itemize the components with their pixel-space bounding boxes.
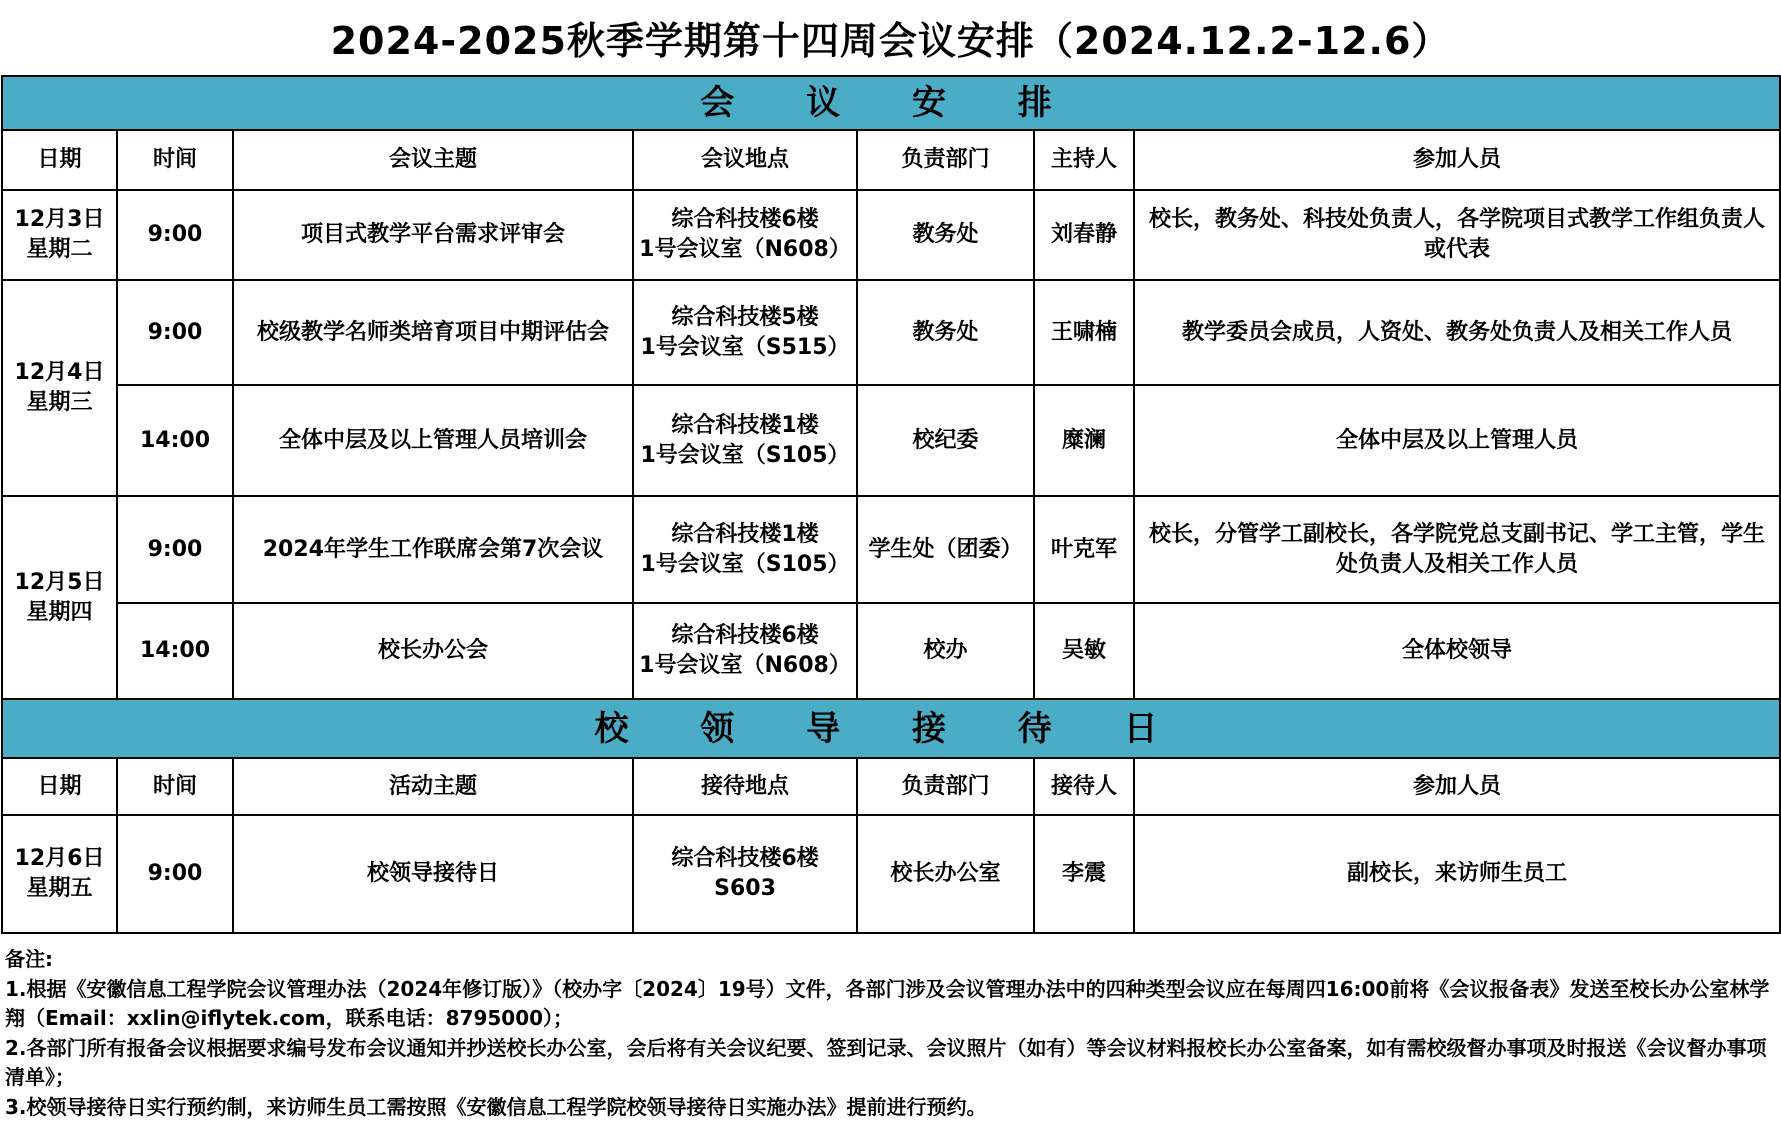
department-cell: 教务处 xyxy=(857,280,1034,385)
date-cell xyxy=(2,815,117,933)
header-time: 时间 xyxy=(117,130,233,190)
weekday: 星期二 xyxy=(26,237,93,262)
location-building: 综合科技楼6楼 xyxy=(671,207,819,232)
weekday: 星期五 xyxy=(26,876,93,901)
reception-section-band xyxy=(2,699,1780,758)
date-cell xyxy=(2,280,117,496)
department-cell: 校办 xyxy=(857,603,1034,699)
department-cell: 校长办公室 xyxy=(857,815,1034,933)
reception-header-row xyxy=(2,758,1780,815)
location-cell xyxy=(633,280,857,385)
header-topic: 会议主题 xyxy=(233,130,633,190)
page-title: 2024-2025秋季学期第十四周会议安排（2024.12.2-12.6） xyxy=(330,19,1451,63)
table-row xyxy=(2,280,1780,385)
header-location: 会议地点 xyxy=(633,130,857,190)
topic-cell: 项目式教学平台需求评审会 xyxy=(233,190,633,280)
meeting-section-band xyxy=(2,76,1780,130)
note-item: 1.根据《安徽信息工程学院会议管理办法（2024年修订版）》（校办字〔2024〕19号）文件，各部门涉及会议管理办法中的四种类型会议应在每周四16:00前将《会议报备表》发送至校长办公室林学翔（Email：xxlin@iflytek.com，联系电话：8795000）； xyxy=(5,976,1770,1030)
note-item: 2.各部门所有报备会议根据要求编号发布会议通知并抄送校长办公室，会后将有关会议纪要、签到记录、会议照片（如有）等会议材料报校长办公室备案，如有需校级督办事项及时报送《会议督办事项清单》； xyxy=(5,1035,1767,1089)
department-cell: 校纪委 xyxy=(857,385,1034,496)
date: 12月4日 xyxy=(14,360,105,385)
table-row xyxy=(2,496,1780,603)
header-department: 负责部门 xyxy=(857,758,1034,815)
date-cell xyxy=(2,190,117,280)
reception-section-title: 校 领 导 接 待 日 xyxy=(594,708,1188,749)
header-department: 负责部门 xyxy=(857,130,1034,190)
date: 12月5日 xyxy=(14,569,105,595)
host-cell: 刘春静 xyxy=(1034,190,1134,280)
attendees-cell: 副校长，来访师生员工 xyxy=(1134,815,1780,933)
table-row xyxy=(2,190,1780,280)
department-cell: 学生处（团委） xyxy=(857,496,1034,603)
location-building: 综合科技楼6楼 xyxy=(671,846,819,871)
topic-cell: 校长办公会 xyxy=(233,603,633,699)
header-host: 主持人 xyxy=(1034,130,1134,190)
time-cell: 14:00 xyxy=(117,385,233,496)
table-row xyxy=(2,385,1780,496)
host-cell: 李震 xyxy=(1034,815,1134,933)
schedule-table xyxy=(1,75,1781,934)
note-item: 3.校领导接待日实行预约制，来访师生员工需按照《安徽信息工程学院校领导接待日实施办法》提前进行预约。 xyxy=(5,1094,987,1119)
header-attendees: 参加人员 xyxy=(1134,130,1780,190)
time-cell: 14:00 xyxy=(117,603,233,699)
host-cell: 糜澜 xyxy=(1034,385,1134,496)
header-attendees: 参加人员 xyxy=(1134,758,1780,815)
header-receiver: 接待人 xyxy=(1034,758,1134,815)
topic-cell: 2024年学生工作联席会第7次会议 xyxy=(233,496,633,603)
header-activity: 活动主题 xyxy=(233,758,633,815)
location-building: 综合科技楼1楼 xyxy=(671,521,819,547)
header-date: 日期 xyxy=(2,130,117,190)
location-room: 1号会议室（N608） xyxy=(639,653,851,678)
location-cell xyxy=(633,815,857,933)
location-cell xyxy=(633,603,857,699)
location-cell xyxy=(633,385,857,496)
location-building: 综合科技楼5楼 xyxy=(671,304,819,330)
location-room: 1号会议室（N608） xyxy=(639,237,851,262)
weekday: 星期四 xyxy=(26,599,93,625)
notes xyxy=(5,945,1775,1122)
header-date: 日期 xyxy=(2,758,117,815)
time-cell: 9:00 xyxy=(117,190,233,280)
meeting-header-row xyxy=(2,130,1780,190)
location-building: 综合科技楼6楼 xyxy=(671,623,819,648)
header-time: 时间 xyxy=(117,758,233,815)
location-building: 综合科技楼1楼 xyxy=(671,412,819,438)
date: 12月3日 xyxy=(14,207,105,232)
host-cell: 吴敏 xyxy=(1034,603,1134,699)
weekday: 星期三 xyxy=(26,390,93,415)
time-cell: 9:00 xyxy=(117,815,233,933)
department-cell: 教务处 xyxy=(857,190,1034,280)
location-room: S603 xyxy=(714,876,776,901)
location-room: 1号会议室（S105） xyxy=(640,442,850,468)
attendees-cell: 全体中层及以上管理人员 xyxy=(1134,385,1780,496)
topic-cell: 全体中层及以上管理人员培训会 xyxy=(233,385,633,496)
attendees-cell: 全体校领导 xyxy=(1134,603,1780,699)
attendees-cell: 校长，分管学工副校长，各学院党总支副书记、学工主管，学生处负责人及相关工作人员 xyxy=(1134,496,1780,603)
date: 12月6日 xyxy=(14,846,105,871)
location-room: 1号会议室（S515） xyxy=(640,334,850,360)
host-cell: 叶克军 xyxy=(1034,496,1134,603)
table-row xyxy=(2,815,1780,933)
topic-cell: 校领导接待日 xyxy=(233,815,633,933)
topic-cell: 校级教学名师类培育项目中期评估会 xyxy=(233,280,633,385)
header-reception-location: 接待地点 xyxy=(633,758,857,815)
notes-heading: 备注: xyxy=(5,947,53,971)
table-row xyxy=(2,603,1780,699)
location-cell xyxy=(633,496,857,603)
meeting-section-title: 会 议 安 排 xyxy=(700,83,1082,123)
attendees-cell: 教学委员会成员，人资处、教务处负责人及相关工作人员 xyxy=(1134,280,1780,385)
time-cell: 9:00 xyxy=(117,496,233,603)
location-cell xyxy=(633,190,857,280)
attendees-cell: 校长，教务处、科技处负责人，各学院项目式教学工作组负责人或代表 xyxy=(1134,190,1780,280)
date-cell xyxy=(2,496,117,699)
time-cell: 9:00 xyxy=(117,280,233,385)
location-room: 1号会议室（S105） xyxy=(640,551,850,577)
host-cell: 王啸楠 xyxy=(1034,280,1134,385)
